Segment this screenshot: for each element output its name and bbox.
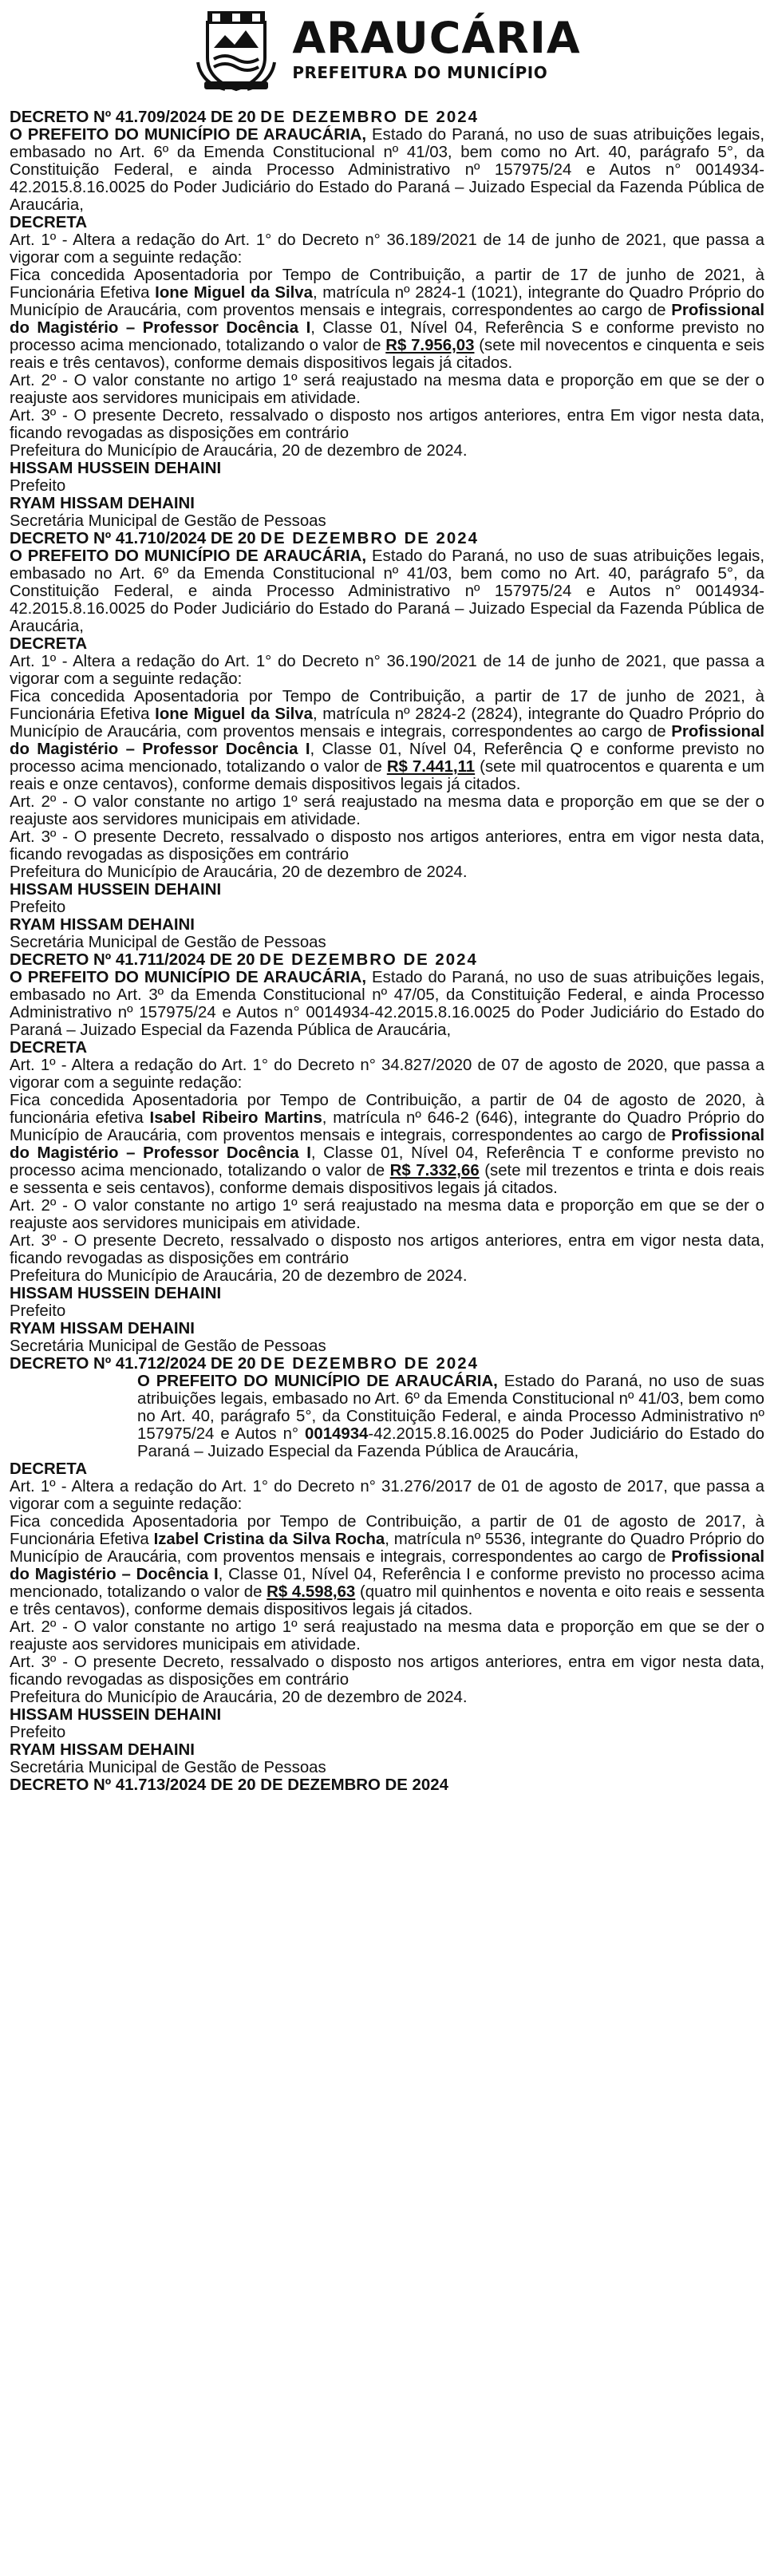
article-3: Art. 3º - O presente Decreto, ressalvado o disposto nos artigos anteriores, entra em vigor nesta data, ficando revogadas as disposições em contrário [10, 828, 764, 863]
city-subtitle: PREFEITURA DO MUNICÍPIO [292, 63, 548, 82]
decree-block [10, 951, 764, 1355]
article-1-body: Fica concedida Aposentadoria por Tempo de Contribuição, a partir de 17 de junho de 2021, à Funcionária Efetiva Ione Miguel da Silva, matrícula nº 2824-2 (2824), integrante do Quadro Próprio do Município de Araucária, com proventos mensais e integrais, correspondentes ao cargo de Profissional do Magistério – Professor Docência I, Classe 01, Nível 04, Referência Q e conforme previsto no processo acima mencionado, totalizando o valor de R$ 7.441,11 (sete mil quatrocentos e quarenta e um reais e onze centavos), conforme demais dispositivos legais já citados. [10, 688, 764, 793]
secretary-name: RYAM HISSAM DEHAINI [10, 1320, 195, 1337]
article-2: Art. 2º - O valor constante no artigo 1º será reajustado na mesma data e proporção em que se der o reajuste aos servidores municipais em atividade. [10, 372, 764, 407]
decree-title: DECRETO Nº 41.710/2024 DE 20 DE DEZEMBRO DE 2024 [10, 530, 479, 547]
next-decree-title: DECRETO Nº 41.713/2024 DE 20 DE DEZEMBRO DE 2024 [10, 1776, 448, 1794]
decree-preamble: O PREFEITO DO MUNICÍPIO DE ARAUCÁRIA, Estado do Paraná, no uso de suas atribuições legais, embasado no Art. 6º da Emenda Constitucional nº 41/03, bem como no Art. 40, parágrafo 5°, da Constituição Federal, e ainda Processo Administrativo nº 157975/24 e Autos n° 0014934-42.2015.8.16.0025 do Poder Judiciário do Estado do Paraná – Juizado Especial da Fazenda Pública de Araucária, [10, 547, 764, 635]
article-3: Art. 3º - O presente Decreto, ressalvado o disposto nos artigos anteriores, entra Em vigor nesta data, ficando revogadas as disposições em contrário [10, 407, 764, 442]
mayor-name: HISSAM HUSSEIN DEHAINI [10, 881, 222, 899]
secretary-name: RYAM HISSAM DEHAINI [10, 1741, 195, 1759]
decreta-heading: DECRETA [10, 214, 88, 231]
article-1: Art. 1º - Altera a redação do Art. 1° do Decreto n° 34.827/2020 de 07 de agosto de 2020, que passa a vigorar com a seguinte redação: [10, 1057, 764, 1092]
decree-title: DECRETO Nº 41.711/2024 DE 20 DE DEZEMBRO DE 2024 [10, 951, 478, 969]
decree-preamble: O PREFEITO DO MUNICÍPIO DE ARAUCÁRIA, Estado do Paraná, no uso de suas atribuições legais, embasado no Art. 6º da Emenda Constitucional nº 41/03, bem como no Art. 40, parágrafo 5°, da Constituição Federal, e ainda Processo Administrativo nº 157975/24 e Autos n° 0014934-42.2015.8.16.0025 do Poder Judiciário do Estado do Paraná – Juizado Especial da Fazenda Pública de Araucária, [10, 126, 764, 214]
mayor-role: Prefeito [10, 1302, 66, 1320]
mayor-name: HISSAM HUSSEIN DEHAINI [10, 1285, 222, 1302]
job-title: Profissional do Magistério – Professor Docência I [10, 723, 764, 758]
employee-name: Isabel Ribeiro Martins [149, 1109, 322, 1127]
secretary-role: Secretária Municipal de Gestão de Pessoas [10, 1759, 326, 1776]
secretary-name: RYAM HISSAM DEHAINI [10, 495, 195, 512]
place-date: Prefeitura do Município de Araucária, 20 de dezembro de 2024. [10, 1689, 468, 1706]
decree-title: DECRETO Nº 41.709/2024 DE 20 DE DEZEMBRO DE 2024 [10, 109, 479, 126]
decree-title: DECRETO Nº 41.712/2024 DE 20 DE DEZEMBRO DE 2024 [10, 1355, 479, 1373]
article-2: Art. 2º - O valor constante no artigo 1º será reajustado na mesma data e proporção em que se der o reajuste aos servidores municipais em atividade. [10, 1618, 764, 1653]
article-1: Art. 1º - Altera a redação do Art. 1° do Decreto n° 36.190/2021 de 14 de junho de 2021, que passa a vigorar com a seguinte redação: [10, 653, 764, 688]
mayor-role: Prefeito [10, 477, 66, 495]
decreta-heading: DECRETA [10, 635, 88, 653]
decreta-heading: DECRETA [10, 1039, 88, 1057]
place-date: Prefeitura do Município de Araucária, 20 de dezembro de 2024. [10, 442, 468, 460]
decrees-container [0, 94, 774, 1794]
article-1-body: Fica concedida Aposentadoria por Tempo de Contribuição, a partir de 04 de agosto de 2020, à funcionária efetiva Isabel Ribeiro Martins, matrícula nº 646-2 (646), integrante do Quadro Próprio do Município de Araucária, com proventos mensais e integrais, correspondentes ao cargo de Profissional do Magistério – Professor Docência I, Classe 01, Nível 04, Referência T e conforme previsto no processo acima mencionado, totalizando o valor de R$ 7.332,66 (sete mil trezentos e trinta e dois reais e sessenta e seis centavos), conforme demais dispositivos legais já citados. [10, 1092, 764, 1197]
job-title: Profissional do Magistério – Professor Docência I [10, 1127, 764, 1162]
decreta-heading: DECRETA [10, 1460, 88, 1478]
article-3: Art. 3º - O presente Decreto, ressalvado o disposto nos artigos anteriores, entra em vigor nesta data, ficando revogadas as disposições em contrário [10, 1653, 764, 1689]
pension-value: R$ 7.956,03 [385, 337, 475, 354]
city-name: ARAUCÁRIA [292, 13, 581, 63]
job-title: Profissional do Magistério – Professor Docência I [10, 302, 764, 337]
pension-value: R$ 7.332,66 [389, 1162, 480, 1179]
article-1: Art. 1º - Altera a redação do Art. 1° do Decreto n° 31.276/2017 de 01 de agosto de 2017, que passa a vigorar com a seguinte redação: [10, 1478, 764, 1513]
secretary-name: RYAM HISSAM DEHAINI [10, 916, 195, 934]
mayor-role: Prefeito [10, 1724, 66, 1741]
decree-block [10, 1355, 764, 1776]
pension-value: R$ 7.441,11 [386, 758, 476, 776]
secretary-role: Secretária Municipal de Gestão de Pessoas [10, 934, 326, 951]
decree-preamble: O PREFEITO DO MUNICÍPIO DE ARAUCÁRIA, Estado do Paraná, no uso de suas atribuições legais, embasado no Art. 6º da Emenda Constitucional nº 41/03, bem como no Art. 40, parágrafo 5°, da Constituição Federal, e ainda Processo Administrativo nº 157975/24 e Autos n° 0014934-42.2015.8.16.0025 do Poder Judiciário do Estado do Paraná – Juizado Especial da Fazenda Pública de Araucária, [137, 1373, 764, 1460]
decree-block [10, 109, 764, 530]
brand-block [292, 13, 581, 82]
pension-value: R$ 4.598,63 [267, 1583, 356, 1601]
employee-name: Ione Miguel da Silva [155, 284, 313, 302]
article-1-body: Fica concedida Aposentadoria por Tempo de Contribuição, a partir de 17 de junho de 2021, à Funcionária Efetiva Ione Miguel da Silva, matrícula nº 2824-1 (1021), integrante do Quadro Próprio do Município de Araucária, com proventos mensais e integrais, correspondentes ao cargo de Profissional do Magistério – Professor Docência I, Classe 01, Nível 04, Referência S e conforme previsto no processo acima mencionado, totalizando o valor de R$ 7.956,03 (sete mil novecentos e cinquenta e seis reais e três centavos), conforme demais dispositivos legais já citados. [10, 267, 765, 372]
article-2: Art. 2º - O valor constante no artigo 1º será reajustado na mesma data e proporção em que se der o reajuste aos servidores municipais em atividade. [10, 793, 764, 828]
article-1: Art. 1º - Altera a redação do Art. 1° do Decreto n° 36.189/2021 de 14 de junho de 2021, que passa a vigorar com a seguinte redação: [10, 231, 764, 267]
article-1-body: Fica concedida Aposentadoria por Tempo de Contribuição, a partir de 01 de agosto de 2017, à Funcionária Efetiva Izabel Cristina da Silva Rocha, matrícula nº 5536, integrante do Quadro Próprio do Município de Araucária, com proventos mensais e integrais, correspondentes ao cargo de Profissional do Magistério – Docência I, Classe 01, Nível 04, Referência I e conforme previsto no processo acima mencionado, totalizando o valor de R$ 4.598,63 (quatro mil quinhentos e noventa e oito reais e sessenta e três centavos), conforme demais dispositivos legais já citados. [10, 1513, 765, 1618]
decree-preamble: O PREFEITO DO MUNICÍPIO DE ARAUCÁRIA, Estado do Paraná, no uso de suas atribuições legais, embasado no Art. 3º da Emenda Constitucional nº 47/05, da Constituição Federal, e ainda Processo Administrativo nº 157975/24 e Autos n° 0014934-42.2015.8.16.0025 do Poder Judiciário do Estado do Paraná – Juizado Especial da Fazenda Pública de Araucária, [10, 969, 764, 1039]
decree-block [10, 530, 764, 951]
article-3: Art. 3º - O presente Decreto, ressalvado o disposto nos artigos anteriores, entra em vigor nesta data, ficando revogadas as disposições em contrário [10, 1232, 764, 1267]
secretary-role: Secretária Municipal de Gestão de Pessoas [10, 512, 326, 530]
employee-name: Ione Miguel da Silva [155, 705, 313, 723]
municipal-header [0, 0, 774, 94]
secretary-role: Secretária Municipal de Gestão de Pessoas [10, 1337, 326, 1355]
article-2: Art. 2º - O valor constante no artigo 1º será reajustado na mesma data e proporção em que se der o reajuste aos servidores municipais em atividade. [10, 1197, 764, 1232]
mayor-role: Prefeito [10, 899, 66, 916]
place-date: Prefeitura do Município de Araucária, 20 de dezembro de 2024. [10, 863, 468, 881]
municipal-crest-icon [193, 6, 279, 93]
job-title: Profissional do Magistério – Docência I [10, 1548, 764, 1583]
employee-name: Izabel Cristina da Silva Rocha [153, 1531, 385, 1548]
place-date: Prefeitura do Município de Araucária, 20 de dezembro de 2024. [10, 1267, 468, 1285]
mayor-name: HISSAM HUSSEIN DEHAINI [10, 460, 222, 477]
mayor-name: HISSAM HUSSEIN DEHAINI [10, 1706, 222, 1724]
